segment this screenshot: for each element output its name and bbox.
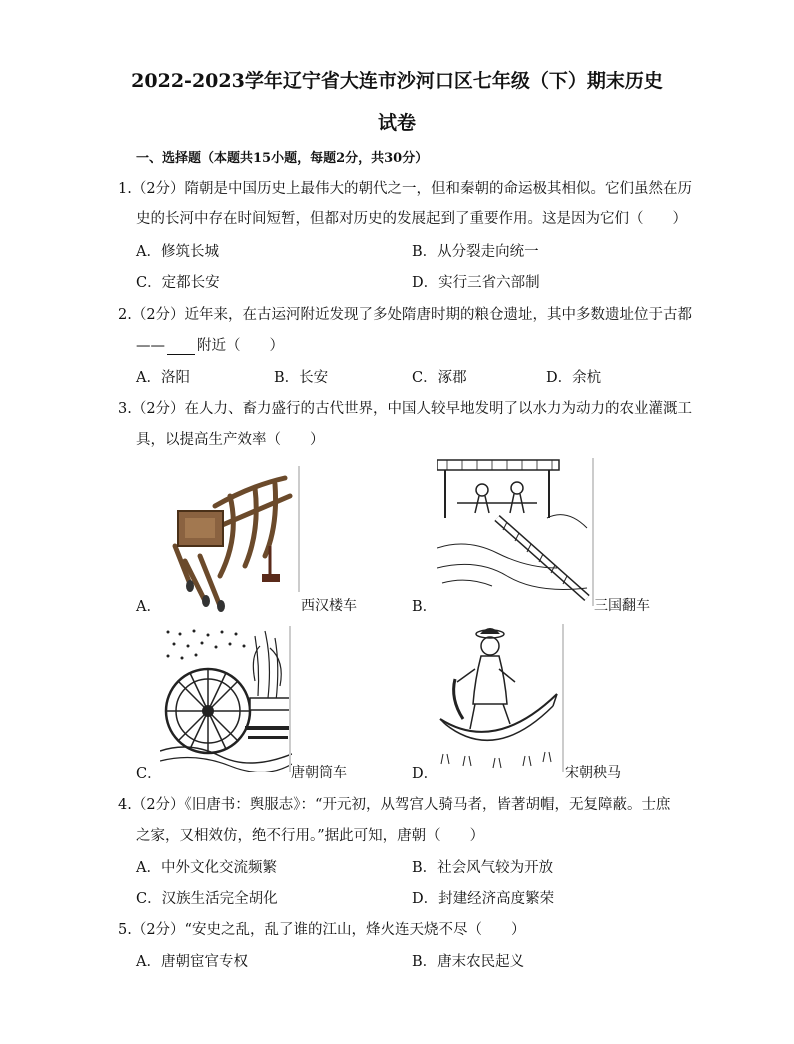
q1-stem-line1: 1.（2分）隋朝是中国历史上最伟大的朝代之一，但和秦朝的命运极其相似。它们虽然在历 (118, 181, 693, 197)
q2-dash: —— (136, 338, 165, 354)
q3-option-c-caption: 唐朝筒车 (291, 765, 347, 781)
seedling-horse-image (435, 624, 565, 772)
q4-stem-line1: 4.（2分）《旧唐书：舆服志》：“开元初，从驾宫人骑马者，皆著胡帽，无复障蔽。士庶 (118, 797, 671, 813)
q3-option-b-caption: 三国翻车 (594, 598, 650, 614)
q5-option-a[interactable]: A．唐朝宦官专权 (136, 954, 248, 970)
q1-option-c[interactable]: C．定都长安 (136, 275, 220, 291)
q2-option-b[interactable]: B．长安 (274, 370, 329, 386)
q4-stem-line2: 之家，又相效仿，绝不行用。”据此可知，唐朝（ ） (136, 828, 485, 844)
q1-stem-line2: 史的长河中存在时间短暂，但都对历史的发展起到了重要作用。这是因为它们（ ） (136, 211, 687, 227)
q2-blank[interactable] (167, 340, 195, 355)
q4-option-a[interactable]: A．中外文化交流频繁 (136, 860, 277, 876)
tower-seeder-image (160, 466, 302, 616)
q2-stem-line2 (136, 334, 284, 355)
exam-title-line1: 2022-2023学年辽宁省大连市沙河口区七年级（下）期末历史 (131, 70, 663, 92)
q3-option-a-caption: 西汉楼车 (301, 598, 357, 614)
q5-option-b[interactable]: B．唐末农民起义 (412, 954, 525, 970)
exam-title-line2: 试卷 (377, 112, 416, 134)
q3-option-d[interactable]: D． (412, 766, 439, 782)
q3-option-d-caption: 宋朝秧马 (565, 765, 621, 781)
q3-option-c[interactable]: C． (136, 766, 162, 782)
q2-option-c[interactable]: C．涿郡 (412, 370, 467, 386)
q5-stem-line1: 5.（2分）“安史之乱，乱了谁的江山，烽火连天烧不尽（ ） (118, 922, 526, 938)
section-heading: 一、选择题（本题共15小题，每题2分，共30分） (136, 151, 429, 166)
q4-option-b[interactable]: B．社会风气较为开放 (412, 860, 554, 876)
waterwheel-image (160, 626, 292, 772)
q4-option-d[interactable]: D．封建经济高度繁荣 (412, 891, 555, 907)
q2-stem-tail: 附近（ ） (197, 338, 284, 354)
q3-stem-line1: 3.（2分）在人力、畜力盛行的古代世界，中国人较早地发明了以水力为动力的农业灌溉工 (118, 401, 693, 417)
q3-stem-line2: 具，以提高生产效率（ ） (136, 432, 325, 448)
q1-option-b[interactable]: B．从分裂走向统一 (412, 244, 539, 260)
q2-stem-line1: 2.（2分）近年来，在古运河附近发现了多处隋唐时期的粮仓遗址，其中多数遗址位于古都 (118, 307, 693, 323)
square-pallet-pump-image (437, 458, 595, 606)
q1-option-a[interactable]: A．修筑长城 (136, 244, 219, 260)
q2-option-a[interactable]: A．洛阳 (136, 370, 190, 386)
q3-option-b[interactable]: B． (412, 599, 438, 615)
q3-option-a[interactable]: A． (136, 599, 161, 615)
q4-option-c[interactable]: C．汉族生活完全胡化 (136, 891, 278, 907)
q2-option-d[interactable]: D．余杭 (546, 370, 602, 386)
q1-option-d[interactable]: D．实行三省六部制 (412, 275, 540, 291)
